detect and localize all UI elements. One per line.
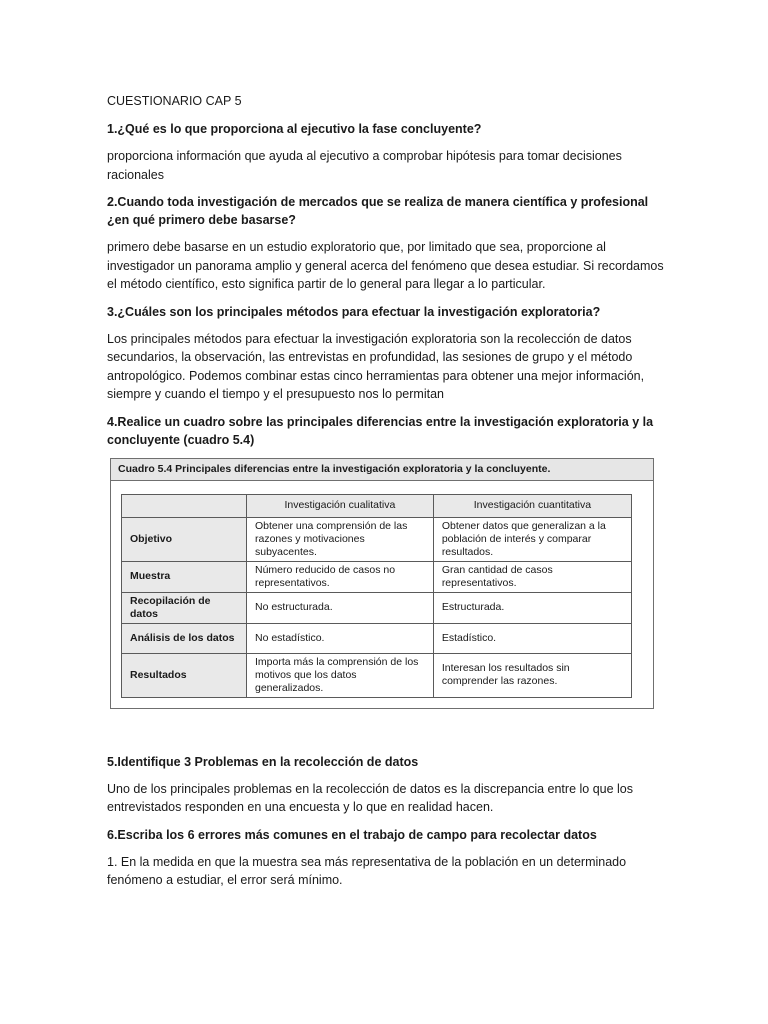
table-header-corner xyxy=(122,494,247,517)
table-row xyxy=(122,653,632,697)
question-1: 1.¿Qué es lo que proporciona al ejecutivo la fase concluyente? xyxy=(107,122,482,136)
cell-cualitativa: No estructurada. xyxy=(247,592,434,623)
row-label: Muestra xyxy=(122,561,247,592)
comparison-table xyxy=(121,494,632,698)
row-label: Análisis de los datos xyxy=(122,623,247,653)
cell-cuantitativa: Obtener datos que generalizan a la población de interés y comparar resultados. xyxy=(433,517,631,561)
table-header-cuantitativa: Investigación cuantitativa xyxy=(433,494,631,517)
cell-cualitativa: No estadístico. xyxy=(247,623,434,653)
row-label: Resultados xyxy=(122,653,247,697)
document-page xyxy=(107,92,667,899)
table-row xyxy=(122,561,632,592)
comparison-figure xyxy=(110,458,654,709)
answer-3: Los principales métodos para efectuar la investigación exploratoria son la recolección de datos secundarios, la observación, las entrevistas en profundidad, las sesiones de grupo y el método antropológico. Podemos combinar estas cinco herramientas para obtener una mejor información, siempre y cuando el tiempo y el presupuesto nos lo permitan xyxy=(107,331,645,401)
cell-cualitativa: Número reducido de casos no representativos. xyxy=(247,561,434,592)
document-title: CUESTIONARIO CAP 5 xyxy=(107,94,242,108)
cell-cualitativa: Importa más la comprensión de los motivos que los datos generalizados. xyxy=(247,653,434,697)
answer-1: proporciona información que ayuda al ejecutivo a comprobar hipótesis para tomar decisiones racionales xyxy=(107,149,622,182)
answer-2: primero debe basarse en un estudio exploratorio que, por limitado que sea, proporcione al investigador un panorama amplio y general acerca del fenómeno que desea estudiar. Si recordamos el método científico, esto significa partir de lo general para llegar a lo particular. xyxy=(107,240,664,291)
table-header-cualitativa: Investigación cualitativa xyxy=(247,494,434,517)
cell-cuantitativa: Interesan los resultados sin comprender las razones. xyxy=(433,653,631,697)
cell-cualitativa: Obtener una comprensión de las razones y motivaciones subyacentes. xyxy=(247,517,434,561)
question-6: 6.Escriba los 6 errores más comunes en el trabajo de campo para recolectar datos xyxy=(107,827,597,842)
cell-cuantitativa: Estructurada. xyxy=(433,592,631,623)
table-row xyxy=(122,517,632,561)
question-5: 5.Identifique 3 Problemas en la recolección de datos xyxy=(107,754,419,769)
question-3: 3.¿Cuáles son los principales métodos para efectuar la investigación exploratoria? xyxy=(107,304,601,319)
answer-5: Uno de los principales problemas en la recolección de datos es la discrepancia entre lo que los entrevistados responden en una encuesta y lo que en realidad hacen. xyxy=(107,781,634,814)
table-row xyxy=(122,623,632,653)
row-label: Objetivo xyxy=(122,517,247,561)
cell-cuantitativa: Gran cantidad de casos representativos. xyxy=(433,561,631,592)
figure-caption: Cuadro 5.4 Principales diferencias entre la investigación exploratoria y la concluyente. xyxy=(111,459,653,481)
question-2: 2.Cuando toda investigación de mercados que se realiza de manera científica y profesional ¿en qué primero debe basarse? xyxy=(107,195,649,227)
question-4: 4.Realice un cuadro sobre las principales diferencias entre la investigación exploratoria y la concluyente (cuadro 5.4) xyxy=(107,414,654,447)
table-row xyxy=(122,592,632,623)
answer-6: 1. En la medida en que la muestra sea más representativa de la población en un determinado fenómeno a estudiar, el error será mínimo. xyxy=(107,854,627,887)
row-label: Recopilación de datos xyxy=(122,592,247,623)
cell-cuantitativa: Estadístico. xyxy=(433,623,631,653)
